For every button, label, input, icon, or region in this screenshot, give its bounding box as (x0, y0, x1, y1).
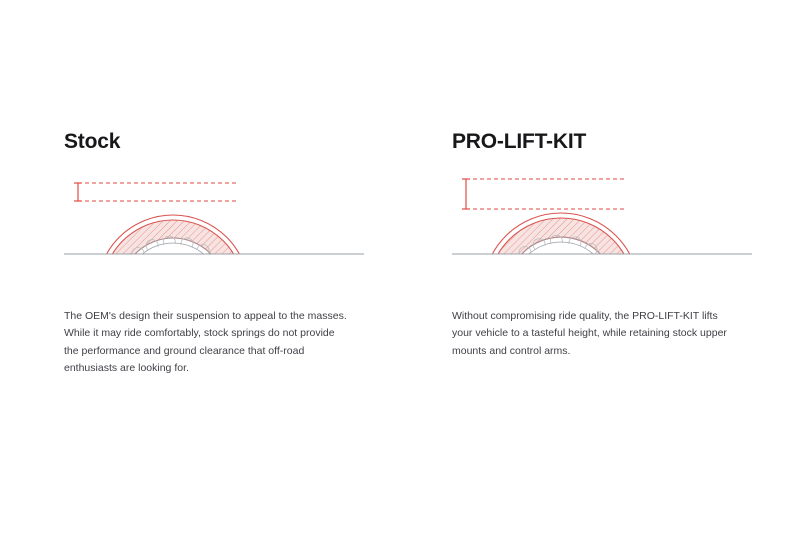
stock-wheel-clearance-diagram (64, 171, 364, 286)
panel-stock (64, 130, 364, 377)
wheel-spokes (529, 257, 593, 286)
panel-caption-stock: The OEM's design their suspension to appeal to the masses. While it may ride comfortably, stock springs do not provide the performance and ground clearance that off-road enthusiasts are looking for. (64, 310, 347, 375)
wheel-spokes (142, 258, 204, 286)
tire-band (102, 220, 244, 286)
lifted-wheel-clearance-diagram (452, 171, 752, 286)
panel-title-stock: Stock (64, 130, 121, 153)
panel-title-pro-lift-kit: PRO-LIFT-KIT (452, 130, 587, 153)
clearance-arrow (462, 179, 470, 209)
panel-caption-pro-lift-kit: Without compromising ride quality, the PRO-LIFT-KIT lifts your vehicle to a tasteful height, while retaining stock upper mounts and control arms. (452, 310, 727, 357)
clearance-guides (466, 179, 627, 209)
clearance-arrow (74, 183, 82, 201)
panel-pro-lift-kit (452, 130, 752, 360)
clearance-guides (78, 183, 236, 201)
tire-band (488, 218, 634, 286)
